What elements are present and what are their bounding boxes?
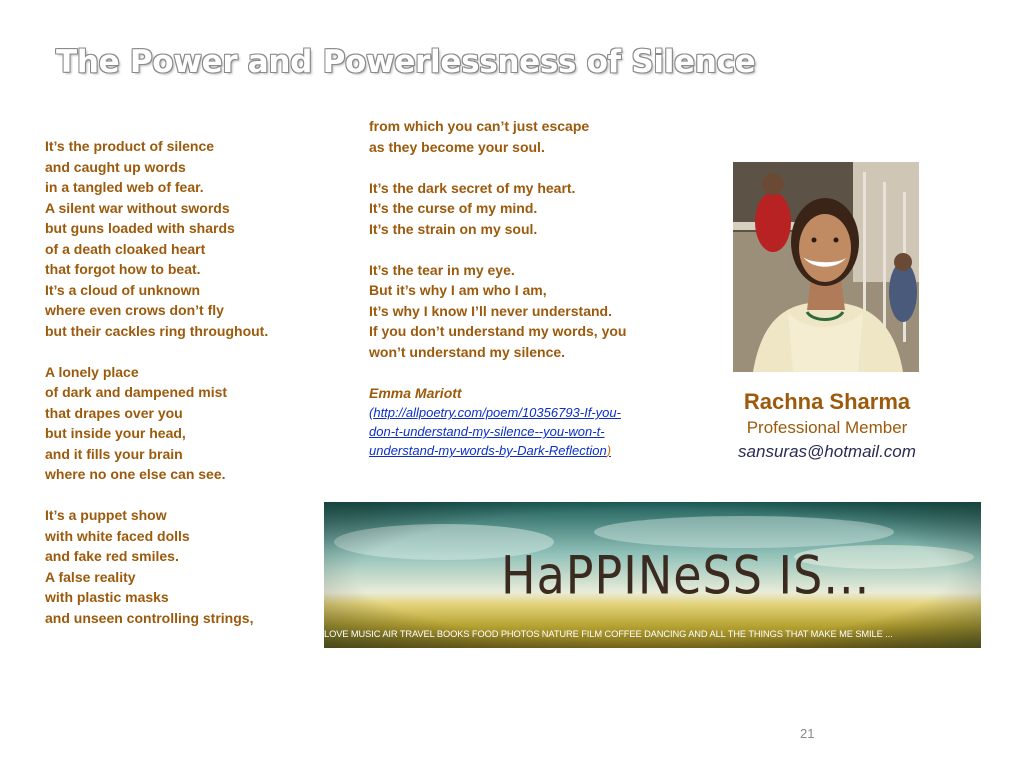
poem-line: A silent war without swords bbox=[45, 199, 230, 216]
poem-line: But it’s why I am who I am, bbox=[369, 282, 547, 298]
poem-line: but inside your head, bbox=[45, 425, 186, 441]
member-name: Rachna Sharma bbox=[743, 389, 911, 414]
poem-line: but their cackles ring throughout. bbox=[45, 322, 269, 339]
member-profile bbox=[722, 388, 932, 464]
source-link-open-paren: ( bbox=[369, 405, 374, 420]
poem-line: and it fills your brain bbox=[45, 445, 183, 462]
poem-line: It’s why I know I’ll never understand. bbox=[369, 302, 612, 319]
member-photo-image bbox=[733, 162, 919, 372]
poem-line: but guns loaded with shards bbox=[45, 220, 235, 236]
poem-column-left bbox=[45, 136, 345, 628]
poem-line: that drapes over you bbox=[45, 404, 183, 421]
member-email[interactable]: sansuras@hotmail.com bbox=[738, 442, 916, 461]
member-photo bbox=[733, 162, 919, 372]
poem-line: of a death cloaked heart bbox=[45, 240, 206, 257]
poem-line: It’s the product of silence bbox=[45, 138, 215, 154]
source-link-line-1: http://allpoetry.com/poem/10356793-If-you- bbox=[373, 405, 621, 420]
poem-line: It’s a puppet show bbox=[45, 507, 167, 523]
source-link-line-2: don-t-understand-my-silence--you-won-t- bbox=[369, 424, 605, 439]
poem-line: as they become your soul. bbox=[369, 138, 545, 155]
poem-line: It’s the dark secret of my heart. bbox=[369, 179, 576, 196]
poem-line: and caught up words bbox=[45, 158, 186, 175]
poem-line: where even crows don’t fly bbox=[45, 302, 224, 318]
member-role: Professional Member bbox=[746, 418, 908, 437]
poem-line: that forgot how to beat. bbox=[45, 261, 201, 277]
poem-line: in a tangled web of fear. bbox=[45, 179, 204, 195]
happiness-banner bbox=[324, 502, 981, 648]
poem-line: from which you can’t just escape bbox=[369, 118, 590, 134]
poem-line: and unseen controlling strings, bbox=[45, 609, 254, 626]
poem-line: If you don’t understand my words, you bbox=[369, 323, 627, 339]
banner-heading: HaPPINeSS IS... bbox=[501, 543, 871, 607]
poem-line: It’s a cloud of unknown bbox=[45, 281, 201, 298]
poem-line: where no one else can see. bbox=[45, 466, 226, 482]
stanza-break bbox=[369, 157, 699, 178]
poem-column-right bbox=[369, 116, 699, 460]
page-title: The Power and Powerlessness of Silence bbox=[56, 44, 756, 80]
poem-line: A false reality bbox=[45, 568, 136, 585]
poem-line: won’t understand my silence. bbox=[369, 343, 566, 360]
poem-line: A lonely place bbox=[45, 363, 139, 380]
source-link-line-3: understand-my-words-by-Dark-Reflection bbox=[369, 443, 607, 458]
poem-line: It’s the strain on my soul. bbox=[369, 220, 538, 237]
poem-author: Emma Mariott bbox=[369, 384, 462, 401]
poem-line: It’s the curse of my mind. bbox=[369, 200, 538, 216]
poem-line: It’s the tear in my eye. bbox=[369, 261, 515, 278]
stanza-break bbox=[45, 341, 345, 362]
poem-line: and fake red smiles. bbox=[45, 548, 179, 564]
page-number: 21 bbox=[800, 726, 815, 741]
source-link[interactable] bbox=[369, 403, 699, 460]
stanza-break bbox=[45, 485, 345, 506]
source-link-close-paren: ) bbox=[606, 443, 612, 458]
poem-line: with plastic masks bbox=[45, 589, 169, 605]
poem-line: of dark and dampened mist bbox=[45, 384, 228, 400]
poem-line: with white faced dolls bbox=[45, 527, 190, 544]
banner-tagline: LOVE MUSIC AIR TRAVEL BOOKS FOOD PHOTOS NATURE FILM COFFEE DANCING AND ALL THE THINGS THAT MAKE ME SMILE ... bbox=[324, 629, 893, 639]
stanza-break bbox=[369, 239, 699, 260]
